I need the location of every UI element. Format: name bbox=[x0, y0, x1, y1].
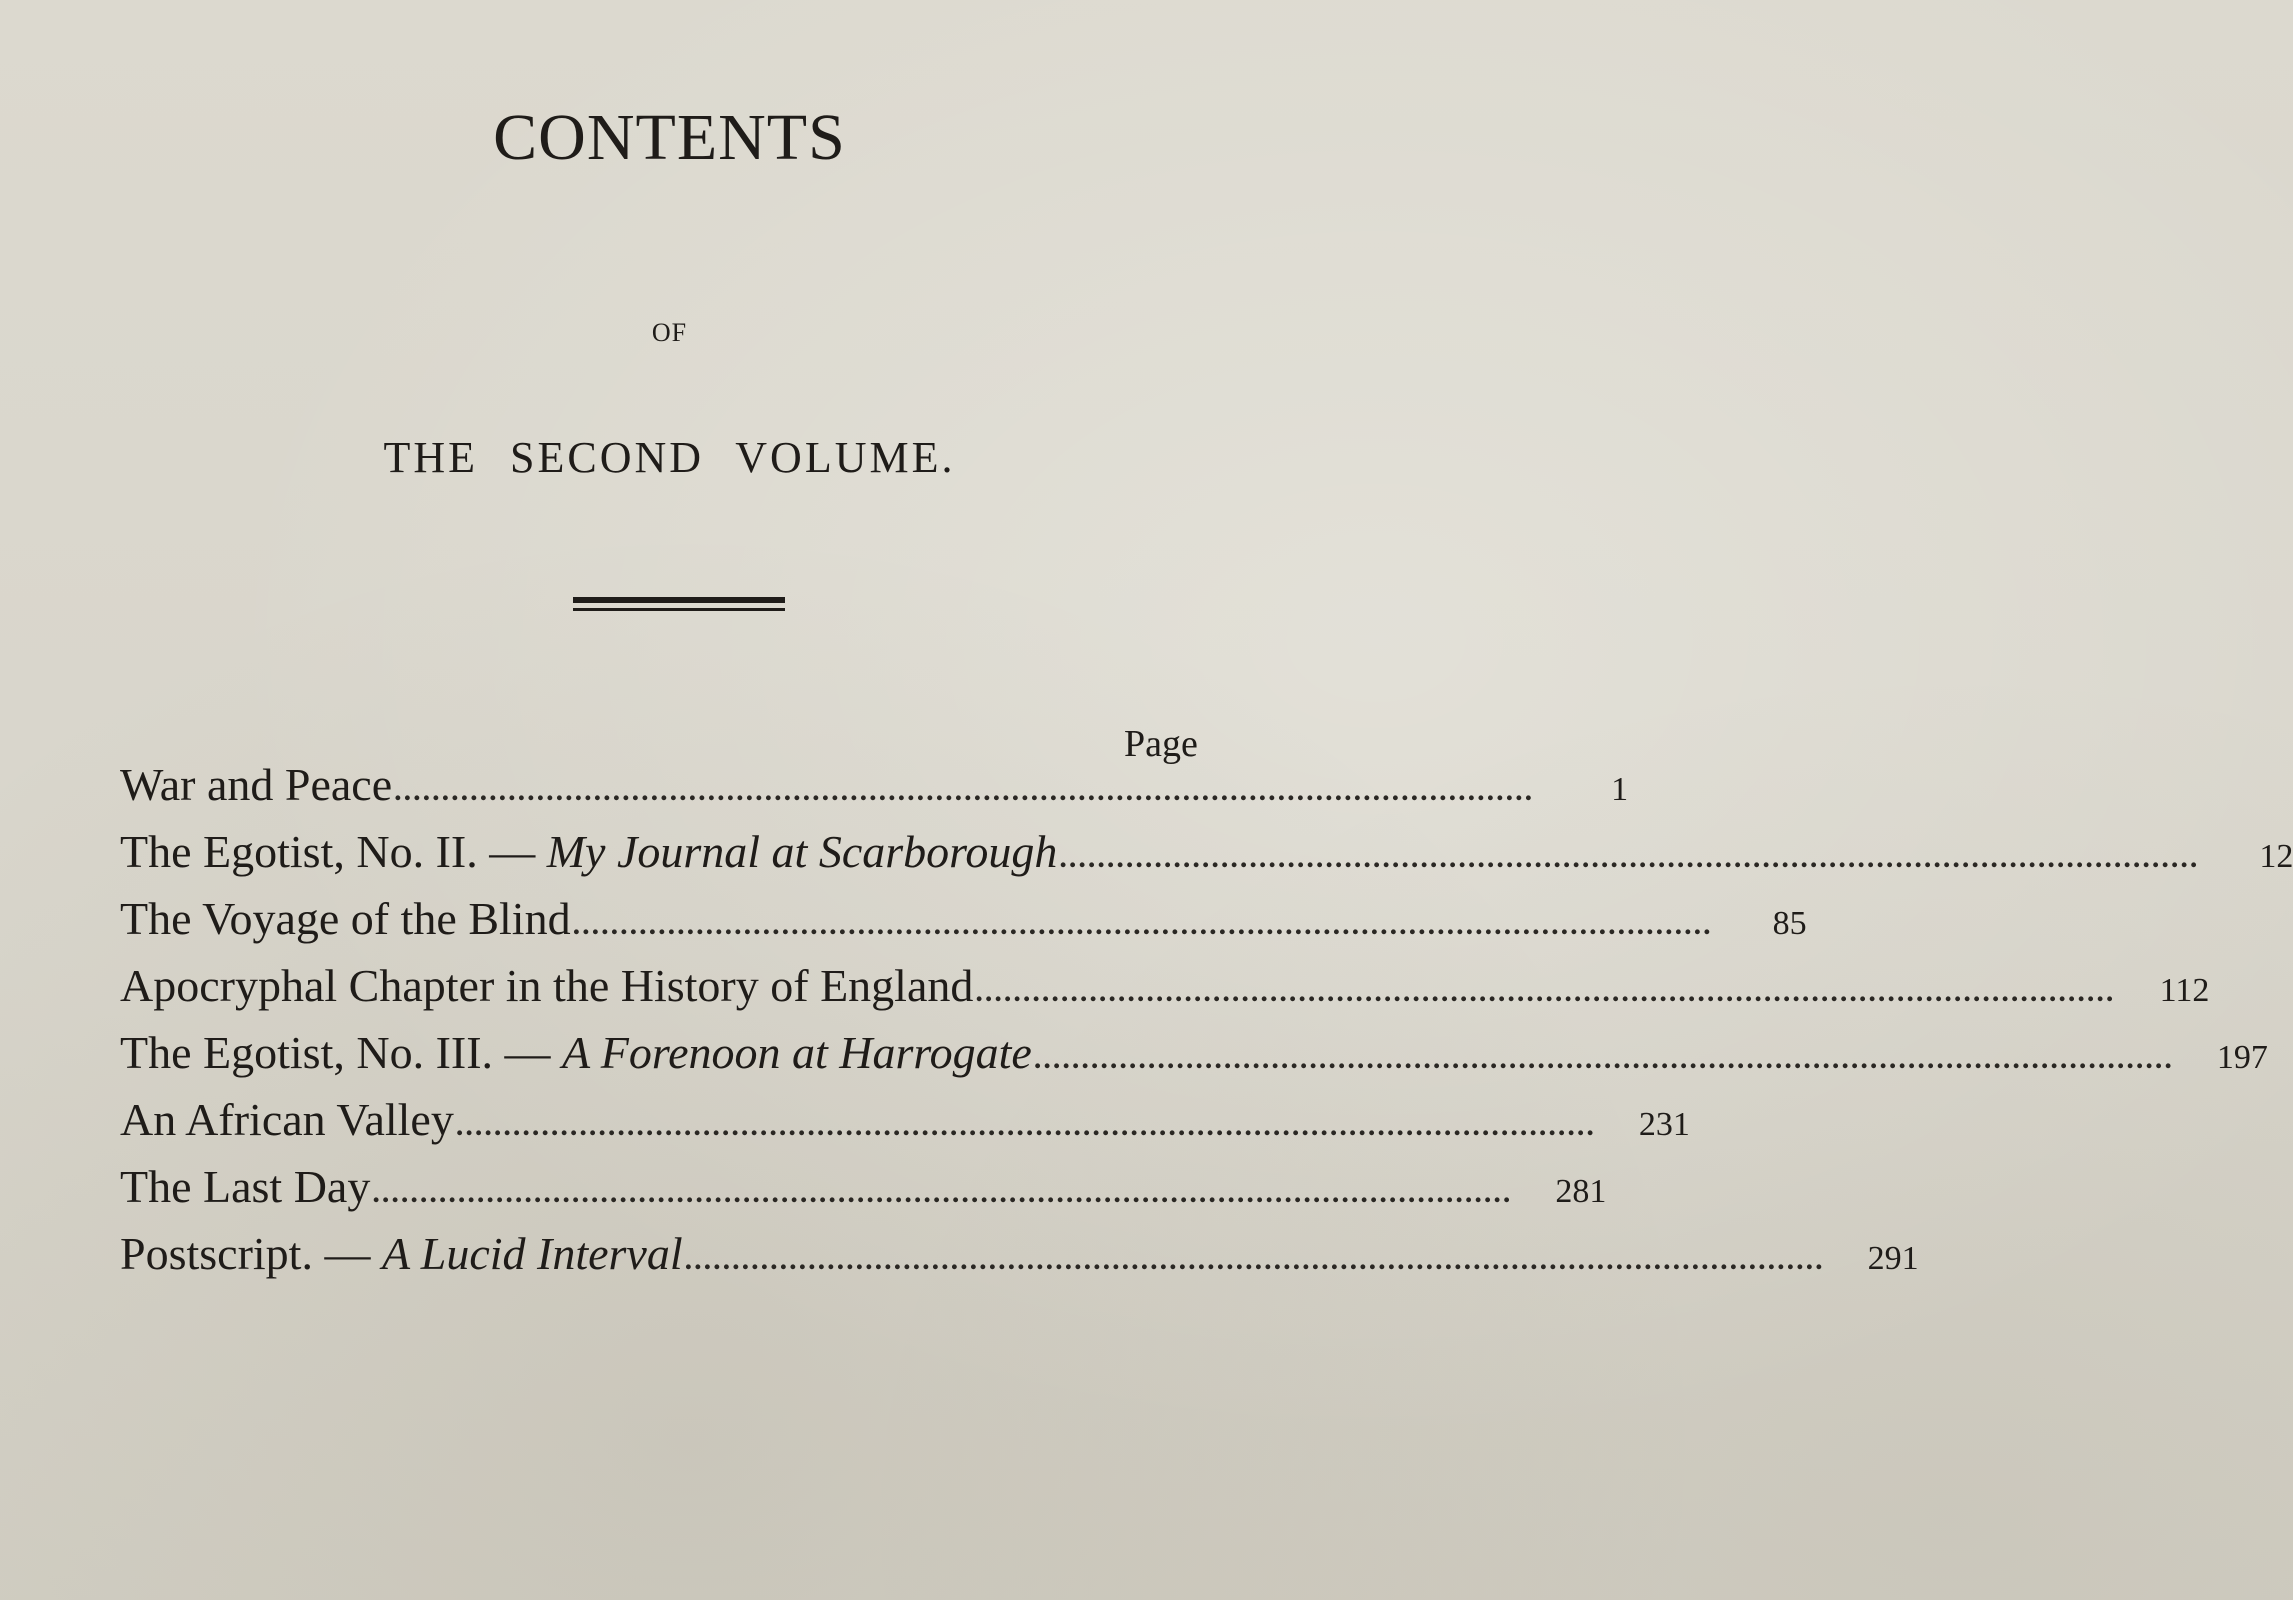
toc-entry-page: 1 bbox=[1611, 771, 1629, 808]
page-subtitle: THE SECOND VOLUME. bbox=[383, 433, 956, 482]
toc-entry-page: 197 bbox=[2216, 1039, 2268, 1076]
table-of-contents bbox=[120, 758, 2293, 1294]
toc-entry-title: War and Peace bbox=[120, 759, 393, 810]
toc-entry[interactable] bbox=[120, 1227, 1919, 1294]
toc-entry-title: The Egotist, No. II. — My Journal at Scarborough bbox=[120, 826, 1058, 877]
toc-entry-title: The Voyage of the Blind bbox=[120, 893, 571, 944]
toc-entry-page: 85 bbox=[1772, 905, 1807, 942]
toc-entry-title: The Egotist, No. III. — A Forenoon at Harrogate bbox=[120, 1027, 1032, 1078]
leader-dots: ........................................................................................................................ bbox=[684, 1243, 1825, 1276]
title-connector: OF bbox=[651, 318, 688, 347]
toc-entry-title: The Last Day bbox=[120, 1161, 371, 1212]
double-rule-divider bbox=[573, 597, 785, 615]
page-title: CONTENTS bbox=[493, 101, 846, 174]
rule-thin-line bbox=[573, 608, 785, 611]
toc-entry[interactable] bbox=[120, 1093, 1690, 1160]
leader-dots: ........................................................................................................................ bbox=[1059, 841, 2200, 874]
rule-thick-line bbox=[573, 597, 785, 603]
leader-dots: ........................................................................................................................ bbox=[1033, 1042, 2174, 1075]
toc-entry-page: 12 bbox=[2259, 838, 2293, 875]
toc-entry[interactable] bbox=[120, 1026, 2268, 1093]
toc-entry-title: Postscript. — A Lucid Interval bbox=[120, 1228, 683, 1279]
leader-dots: ........................................................................................................................ bbox=[572, 908, 1713, 941]
toc-entry-page: 281 bbox=[1555, 1173, 1607, 1210]
toc-entry[interactable] bbox=[120, 959, 2210, 1026]
leader-dots: ........................................................................................................................ bbox=[975, 975, 2116, 1008]
toc-entry[interactable] bbox=[120, 825, 2293, 892]
toc-entry[interactable] bbox=[120, 1160, 1607, 1227]
leader-dots: ........................................................................................................................ bbox=[394, 774, 1535, 807]
toc-entry-page: 112 bbox=[2159, 972, 2210, 1009]
toc-entry-title: An African Valley bbox=[120, 1094, 454, 1145]
leader-dots: ........................................................................................................................ bbox=[372, 1176, 1513, 1209]
page-column-heading: Page bbox=[1124, 723, 1198, 765]
toc-entry[interactable] bbox=[120, 892, 1807, 959]
toc-entry-page: 291 bbox=[1867, 1240, 1919, 1277]
leader-dots: ........................................................................................................................ bbox=[455, 1109, 1596, 1142]
toc-entry-page: 231 bbox=[1638, 1106, 1690, 1143]
toc-entry[interactable] bbox=[120, 758, 1629, 825]
toc-entry-title: Apocryphal Chapter in the History of England bbox=[120, 960, 974, 1011]
